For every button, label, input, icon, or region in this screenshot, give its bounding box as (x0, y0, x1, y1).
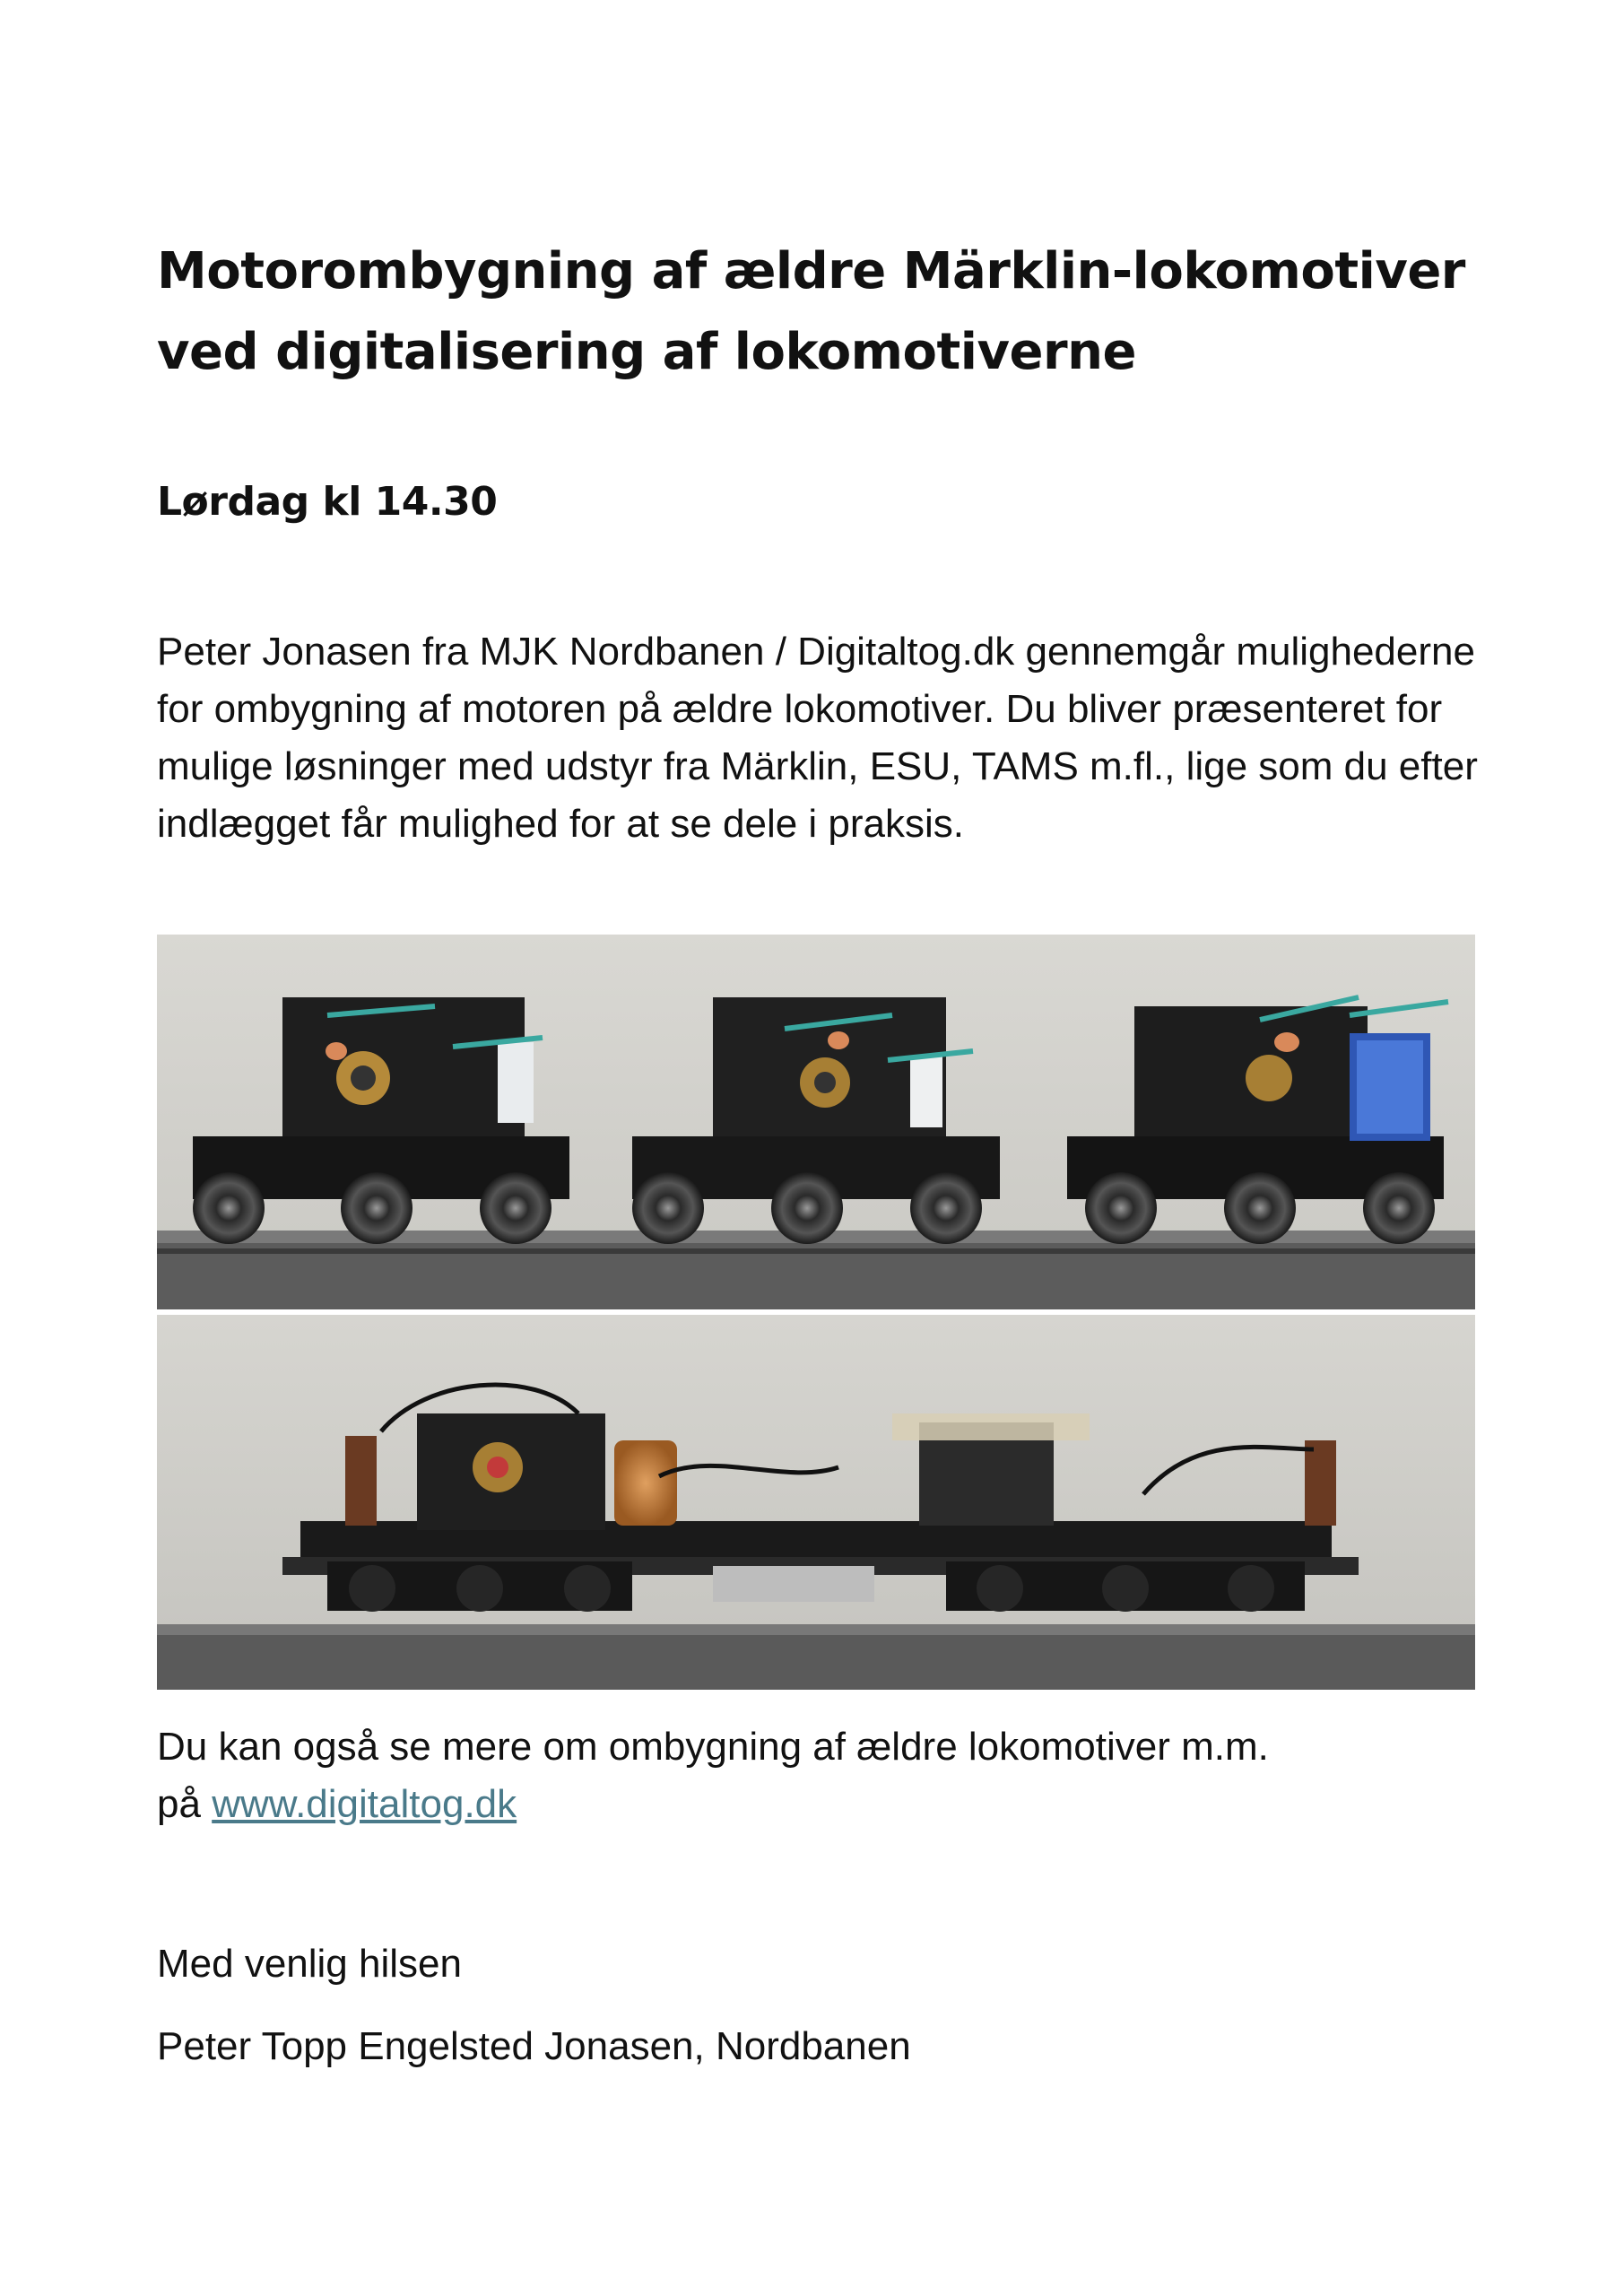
signature: Peter Topp Engelsted Jonasen, Nordbanen (157, 2024, 911, 2068)
intro-paragraph: Peter Jonasen fra MJK Nordbanen / Digitaltog.dk gennemgår mulighederne for ombygning af motoren på ældre lokomotiver. Du bliver præsenteret for mulige løsninger med udstyr fra Märklin, ESU, TAMS m.fl., lige som du efter indlægget får mulighed for at se dele i praksis. (157, 630, 1478, 846)
greeting: Med venlig hilsen (157, 1942, 462, 1986)
page-title: Motorombygning af ældre Märklin-lokomotiver ved digitalisering af lokomotiverne (157, 242, 1465, 381)
motor-chassis-photo (157, 935, 1475, 1309)
more-info-pa: på (157, 1782, 201, 1826)
locomotive-chassis-photo (157, 1315, 1475, 1690)
event-time: Lørdag kl 14.30 (157, 479, 498, 525)
digitaltog-link[interactable]: www.digitaltog.dk (212, 1782, 517, 1826)
more-info-paragraph (157, 1718, 1484, 1833)
more-info-text: Du kan også se mere om ombygning af ældre lokomotiver m.m. (157, 1725, 1269, 1769)
